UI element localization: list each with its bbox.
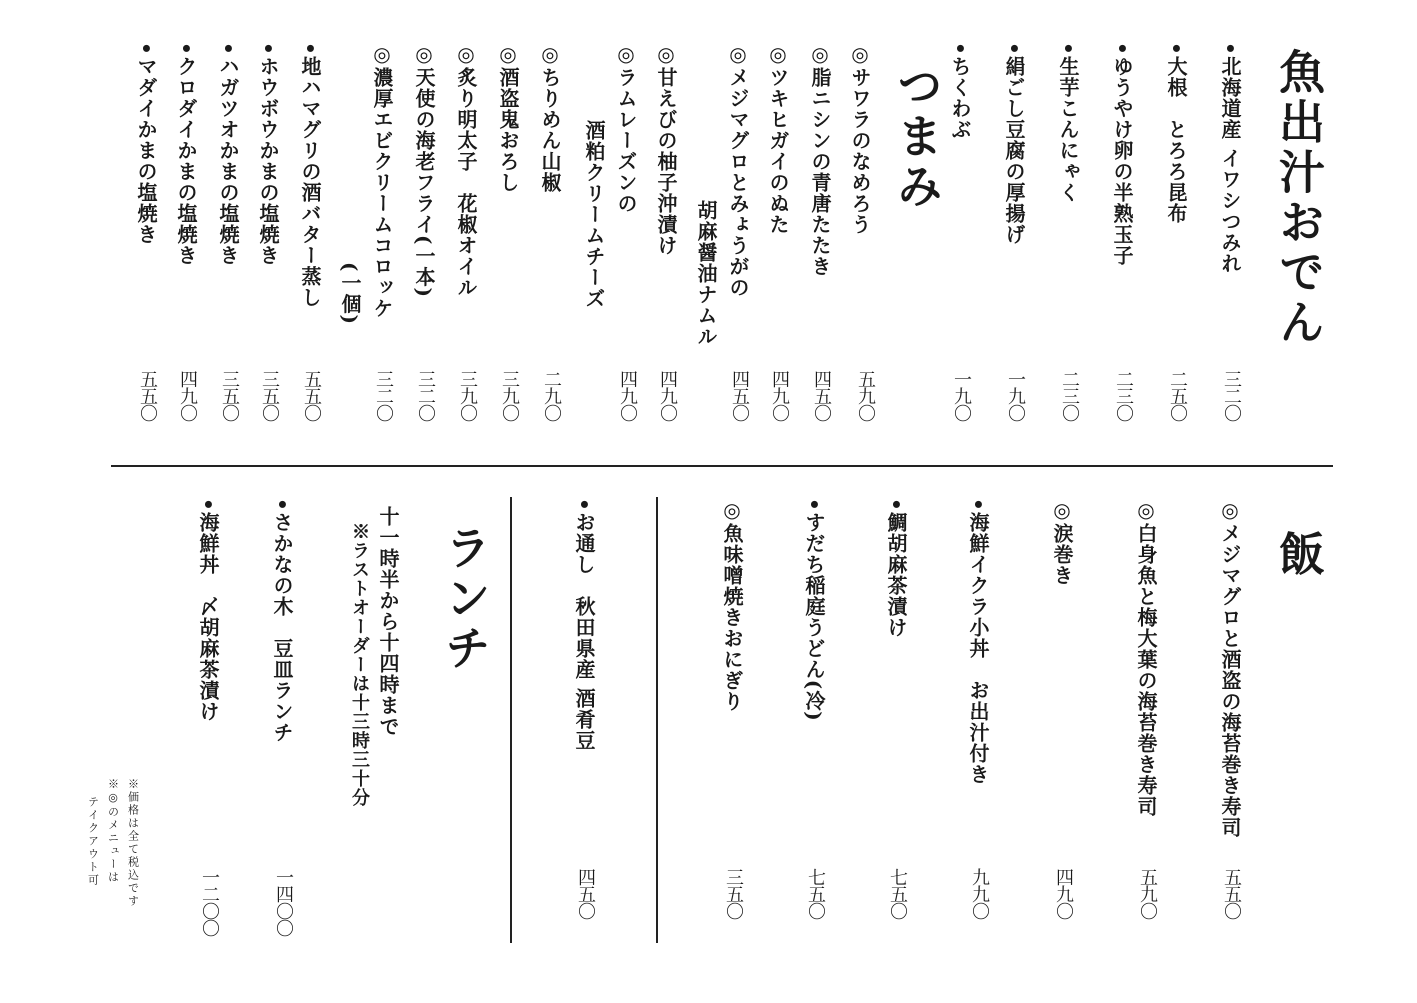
menu-item-name: •海鮮イクラ小丼 お出汁付き: [966, 498, 990, 785]
menu-item-price: 三九〇: [457, 370, 478, 421]
menu-item-name: ◎甘えびの柚子沖漬け: [654, 42, 678, 256]
menu-item-price: 三五〇: [723, 868, 744, 919]
menu-item-name: ◎ツキヒガイのぬた: [766, 42, 790, 235]
menu-item-price: 四五〇: [811, 370, 832, 421]
menu-item-price: 七五〇: [805, 868, 826, 919]
oden-title: 魚出汁おでん: [1272, 48, 1326, 348]
menu-item-price: 三二〇: [415, 370, 436, 421]
menu-item-price: 四九〇: [657, 370, 678, 421]
menu-item-price: 五五〇: [137, 370, 158, 421]
menu-item-price: 二三〇: [1059, 370, 1080, 421]
menu-item-price: 五五〇: [1221, 868, 1242, 919]
menu-item-price: 七五〇: [887, 868, 908, 919]
menu-item-name: ◎魚味噌焼きおにぎり: [720, 498, 744, 712]
menu-item-name: •ゆうやけ卵の半熟玉子: [1110, 42, 1134, 266]
menu-item-name-cont: 酒粕クリームチーズ: [582, 120, 606, 309]
menu-item-name: ◎天使の海老フライ(一本): [412, 42, 436, 298]
menu-item-price: 五九〇: [1137, 868, 1158, 919]
section-divider: [111, 465, 1333, 467]
menu-item-price: 三五〇: [259, 370, 280, 421]
lunch-last-order: ※ラストオーダーは十三時三十分: [349, 522, 370, 807]
column-divider: [656, 497, 658, 943]
column-divider: [510, 497, 512, 943]
menu-item-name: •地ハマグリの酒バター蒸し: [298, 42, 322, 308]
menu-item-name: ◎涙巻き: [1050, 498, 1074, 586]
menu-item-name: ◎炙り明太子 花椒オイル: [454, 42, 478, 298]
lunch-title: ランチ: [438, 524, 492, 674]
menu-item-price: 一九〇: [1005, 370, 1026, 421]
menu-item-name-cont: (一個): [338, 262, 362, 325]
menu-item-price: 三二〇: [373, 370, 394, 421]
menu-item-name: •クロダイかまの塩焼き: [174, 42, 198, 266]
otoshi-name: •お通し 秋田県産 酒肴豆: [572, 498, 596, 751]
menu-item-price: 五五〇: [301, 370, 322, 421]
menu-item-name-cont: 胡麻醤油ナムル: [694, 200, 718, 347]
menu-item-price: 九九〇: [969, 868, 990, 919]
menu-item-price: 一二〇〇: [199, 868, 220, 936]
menu-item-price: 二九〇: [541, 370, 562, 421]
menu-item-price: 四九〇: [769, 370, 790, 421]
menu-item-price: 三二〇: [1221, 370, 1242, 421]
menu-item-name: ◎白身魚と梅大葉の海苔巻き寿司: [1134, 498, 1158, 817]
menu-item-name: •北海道産 イワシつみれ: [1218, 42, 1242, 274]
menu-item-price: 四五〇: [729, 370, 750, 421]
otoshi-price: 四五〇: [575, 868, 596, 919]
menu-item-name: •さかなの木 豆皿ランチ: [270, 498, 294, 743]
menu-item-price: 一九〇: [951, 370, 972, 421]
tsumami-title: つまみ: [890, 62, 944, 212]
menu-item-name: •すだち稲庭うどん(冷): [802, 498, 826, 722]
menu-item-price: 四九〇: [1053, 868, 1074, 919]
menu-item-price: 四九〇: [617, 370, 638, 421]
menu-item-price: 五九〇: [855, 370, 876, 421]
menu-item-name: ◎ちりめん山椒: [538, 42, 562, 193]
menu-item-name: •生芋こんにゃく: [1056, 42, 1080, 203]
menu-item-name: •大根 とろろ昆布: [1164, 42, 1188, 224]
note-tax: ※価格は全て税込です: [126, 778, 140, 908]
menu-item-name: •マダイかまの塩焼き: [134, 42, 158, 245]
menu-item-name: •絹ごし豆腐の厚揚げ: [1002, 42, 1026, 245]
menu-item-name: •ちくわぶ: [948, 42, 972, 140]
menu-item-price: 一四〇〇: [273, 868, 294, 936]
menu-item-price: 三五〇: [219, 370, 240, 421]
menu-item-name: •ハガツオかまの塩焼き: [216, 42, 240, 266]
menu-item-price: 二三〇: [1113, 370, 1134, 421]
menu-item-price: 二五〇: [1167, 370, 1188, 421]
menu-item-name: •ホウボウかまの塩焼き: [256, 42, 280, 266]
menu-item-name: •鯛胡麻茶漬け: [884, 498, 908, 638]
menu-item-price: 三九〇: [499, 370, 520, 421]
menu-item-name: ◎脂ニシンの青唐たたき: [808, 42, 832, 277]
menu-item-price: 四九〇: [177, 370, 198, 421]
menu-item-name: ◎濃厚エビクリームコロッケ: [370, 42, 394, 319]
lunch-hours: 十一時半から十四時まで: [376, 506, 400, 737]
meshi-title: 飯: [1272, 530, 1326, 580]
note-takeout: ※◎のメニューは: [106, 778, 120, 884]
menu-item-name: •海鮮丼 〆胡麻茶漬け: [196, 498, 220, 722]
menu-item-name: ◎メジマグロとみょうがの: [726, 42, 750, 298]
menu-item-name: ◎酒盗鬼おろし: [496, 42, 520, 193]
menu-item-name: ◎メジマグロと酒盗の海苔巻き寿司: [1218, 498, 1242, 838]
menu-item-name: ◎サワラのなめろう: [848, 42, 872, 235]
note-takeout-cont: テイクアウト可: [86, 796, 100, 887]
menu-item-name: ◎ラムレーズンの: [614, 42, 638, 214]
